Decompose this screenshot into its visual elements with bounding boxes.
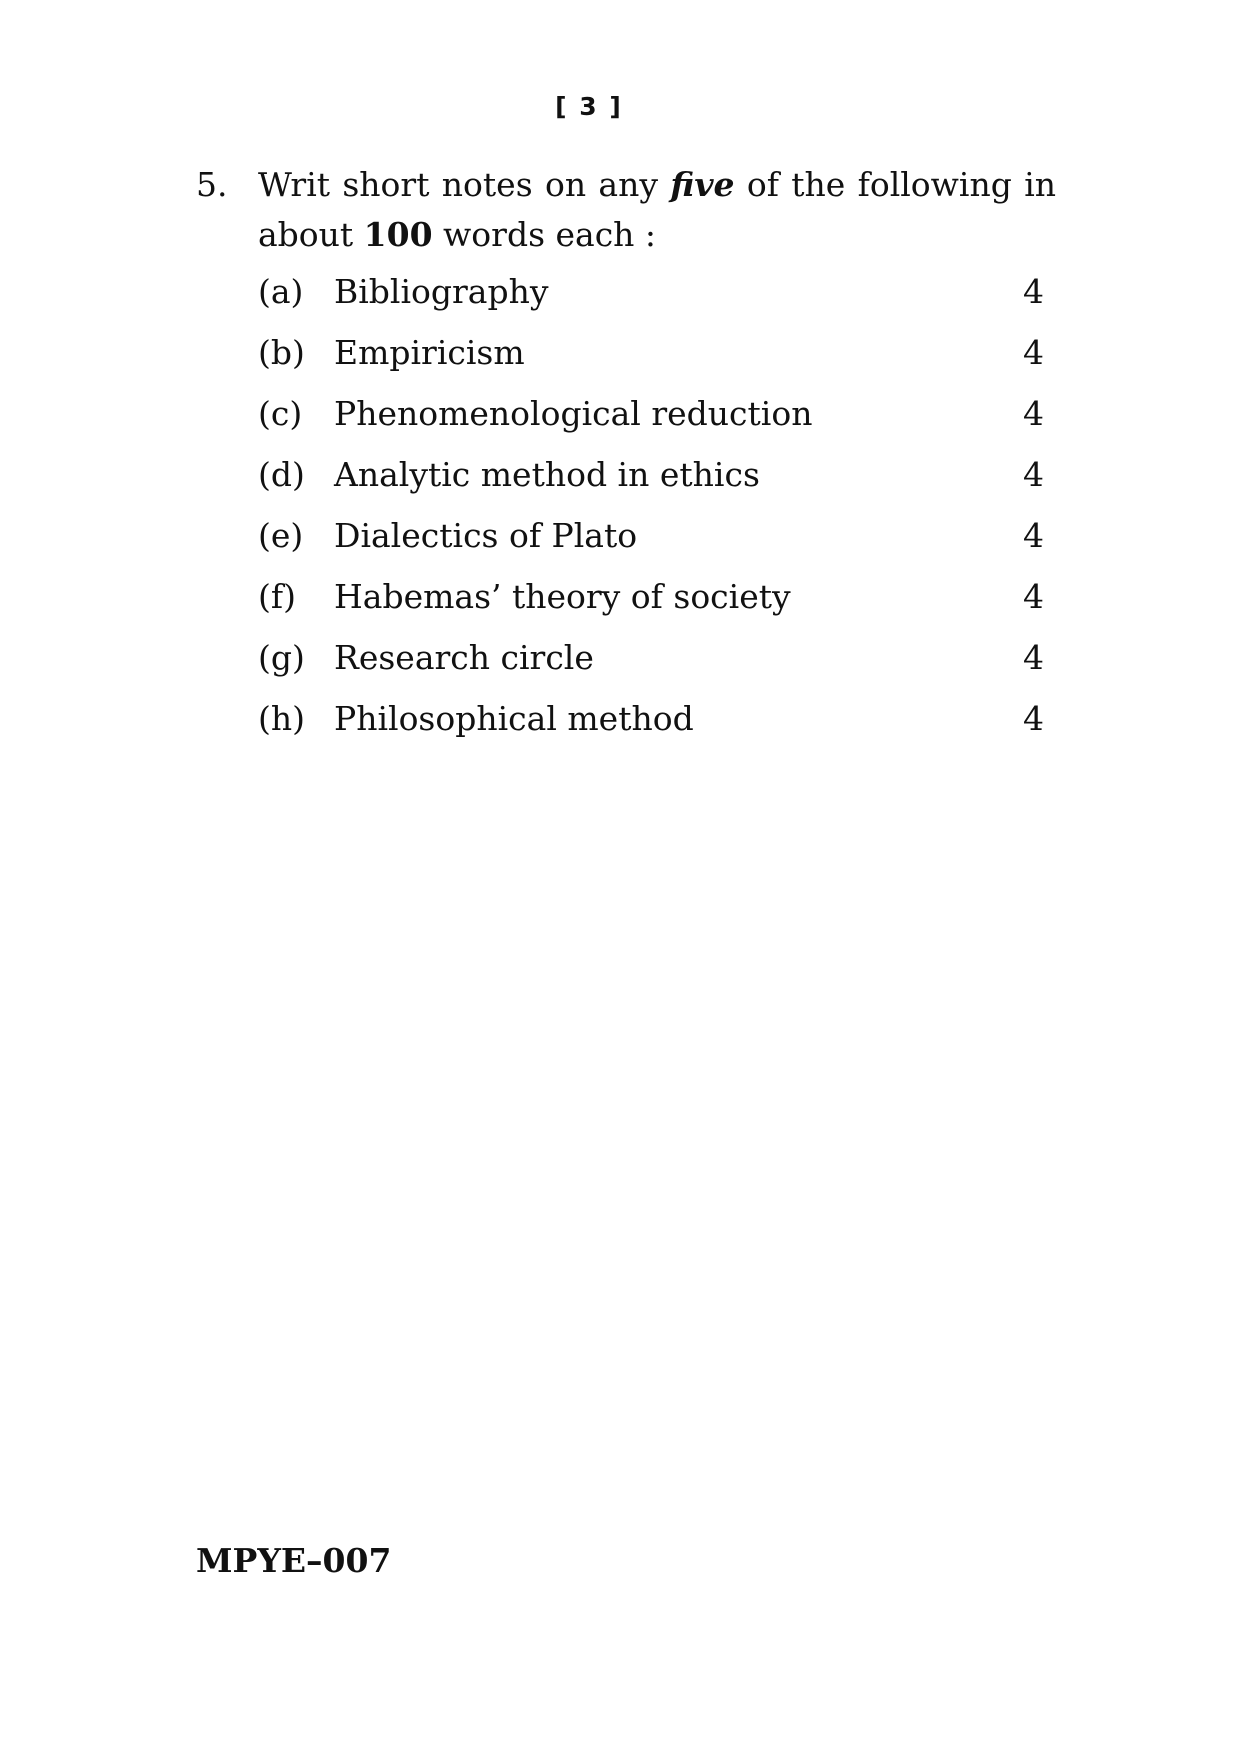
- sub-question-label: (e): [258, 516, 304, 555]
- sub-question-label: (b): [258, 333, 305, 372]
- sub-question-marks: 4: [1023, 455, 1044, 494]
- sub-question-marks: 4: [1023, 516, 1044, 555]
- question-text: [258, 160, 1056, 260]
- sub-question-label: (f): [258, 577, 296, 616]
- paper-code: MPYE–007: [196, 1541, 392, 1580]
- sub-question-marks: 4: [1023, 699, 1044, 738]
- sub-question-text: Habemas’ theory of society: [334, 577, 791, 616]
- sub-question-text: Phenomenological reduction: [334, 394, 813, 433]
- sub-question-marks: 4: [1023, 272, 1044, 311]
- sub-question-marks: 4: [1023, 333, 1044, 372]
- sub-question-text: Philosophical method: [334, 699, 694, 738]
- sub-question-label: (a): [258, 272, 304, 311]
- sub-question-item: [258, 516, 1052, 577]
- sub-question-marks: 4: [1023, 638, 1044, 677]
- question-text-middle: of the following in about: [258, 165, 1056, 254]
- sub-question-item: [258, 577, 1052, 638]
- sub-question-item: [258, 638, 1052, 699]
- question-word-count: 100: [363, 215, 433, 254]
- sub-question-list: [258, 272, 1052, 760]
- sub-question-item: [258, 394, 1052, 455]
- sub-question-text: Analytic method in ethics: [334, 455, 760, 494]
- sub-question-text: Bibliography: [334, 272, 549, 311]
- question-text-start: Writ short notes on any: [258, 165, 671, 204]
- sub-question-item: [258, 455, 1052, 516]
- sub-question-item: [258, 699, 1052, 760]
- question-text-end: words each :: [432, 215, 657, 254]
- sub-question-marks: 4: [1023, 577, 1044, 616]
- sub-question-text: Empiricism: [334, 333, 525, 372]
- sub-question-item: [258, 272, 1052, 333]
- sub-question-label: (h): [258, 699, 306, 738]
- sub-question-label: (c): [258, 394, 303, 433]
- sub-question-marks: 4: [1023, 394, 1044, 433]
- sub-question-item: [258, 333, 1052, 394]
- sub-question-label: (g): [258, 638, 305, 677]
- sub-question-label: (d): [258, 455, 305, 494]
- question-number: 5.: [196, 165, 228, 204]
- sub-question-text: Research circle: [334, 638, 594, 677]
- question-emphasis: five: [670, 165, 735, 204]
- sub-question-text: Dialectics of Plato: [334, 516, 638, 555]
- page-number: [ 3 ]: [555, 92, 623, 121]
